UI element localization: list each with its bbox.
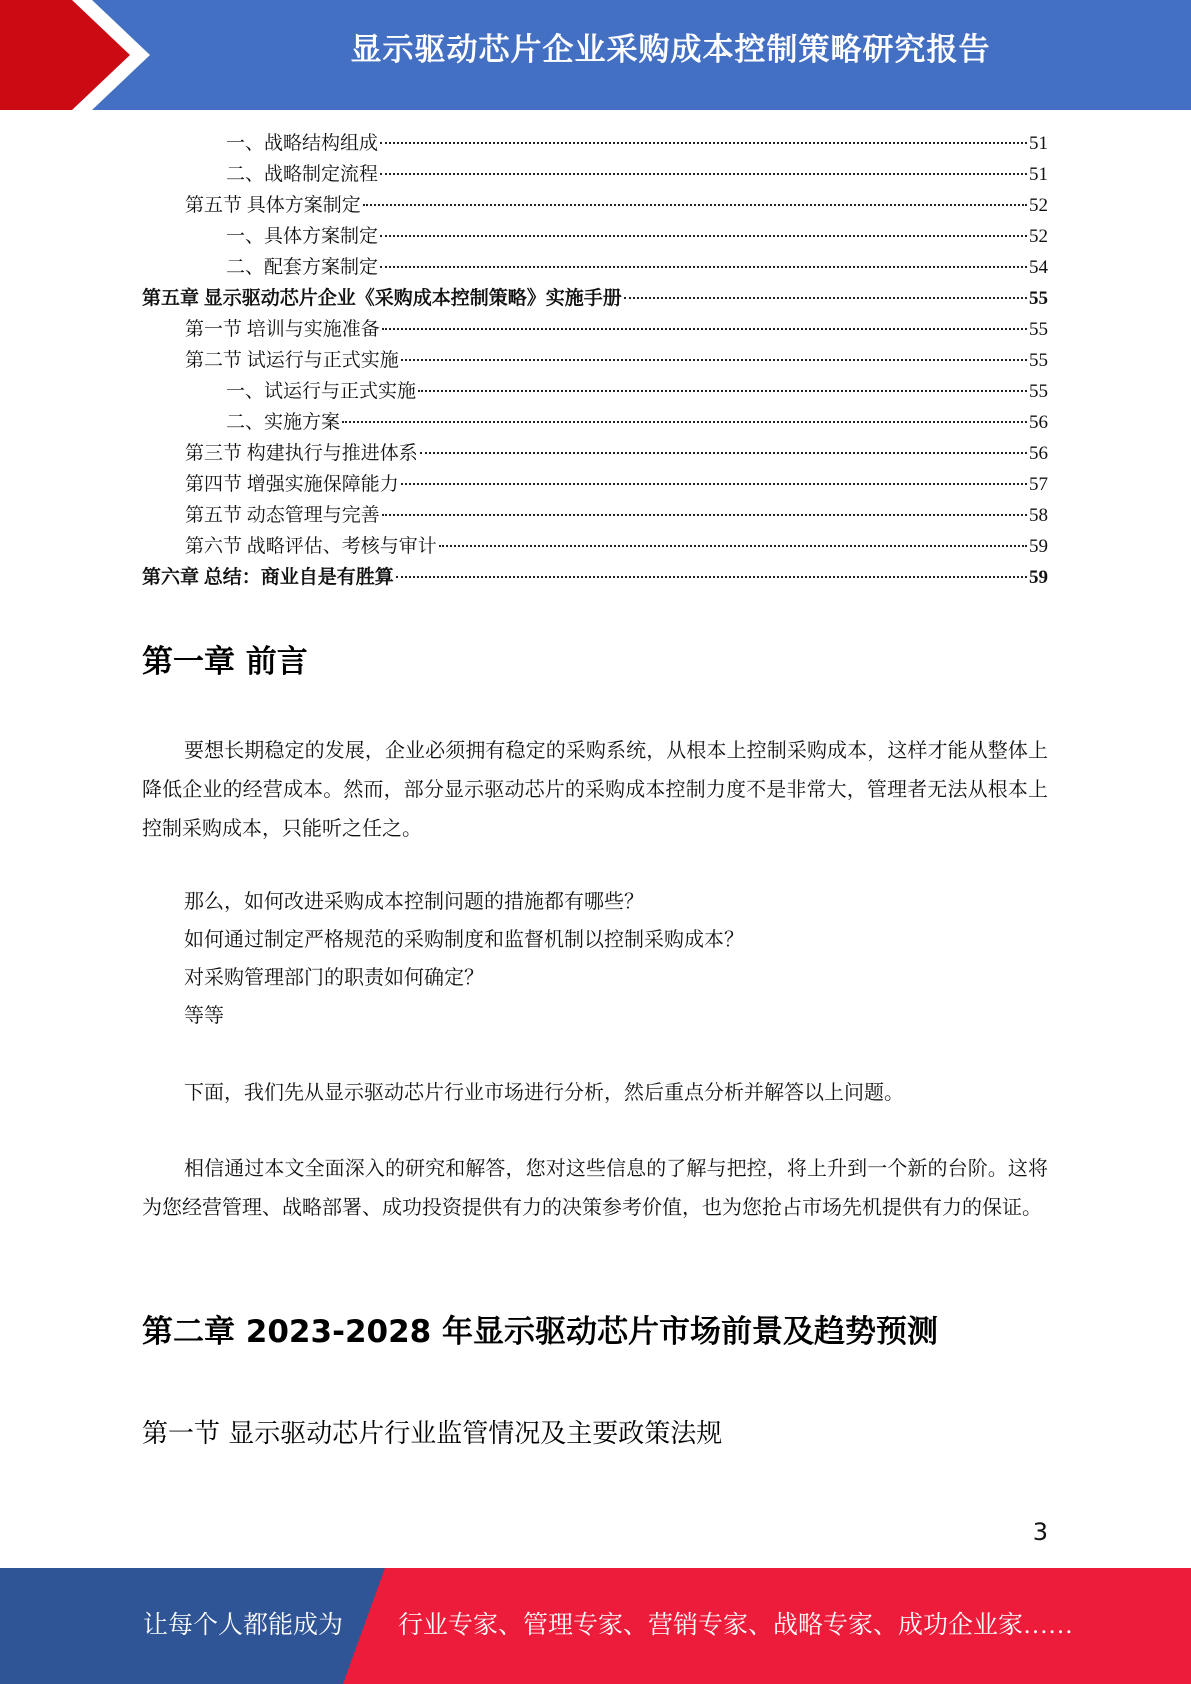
page-number: 3 xyxy=(1032,1518,1048,1546)
toc-entry-page: 57 xyxy=(1029,474,1048,495)
toc-entry-title: 一、试运行与正式实施 xyxy=(226,381,417,402)
toc-entry-title: 第四节 增强实施保障能力 xyxy=(185,474,399,495)
header-arrow-red xyxy=(0,0,130,110)
toc-entry-title: 二、实施方案 xyxy=(226,412,341,433)
toc-entry-title: 一、战略结构组成 xyxy=(226,133,379,154)
toc-dot-leader xyxy=(401,359,1027,361)
toc-entry-page: 58 xyxy=(1029,505,1048,526)
toc-dot-leader xyxy=(382,328,1027,330)
toc-dot-leader xyxy=(380,266,1027,268)
toc-dot-leader xyxy=(380,173,1027,175)
toc-entry-title: 二、战略制定流程 xyxy=(226,164,379,185)
chapter-1-paragraph-3: 相信通过本文全面深入的研究和解答，您对这些信息的了解与把控，将上升到一个新的台阶。这将为您经营管理、战略部署、成功投资提供有力的决策参考价值，也为您抢占市场先机提供有力的保证。 xyxy=(142,1158,1048,1219)
toc-entry-page: 56 xyxy=(1029,443,1048,464)
toc-entry-title: 第六章 总结：商业自是有胜算 xyxy=(142,567,394,588)
toc-entry[interactable] xyxy=(142,407,1048,438)
toc-entry-page: 52 xyxy=(1029,195,1048,216)
toc-dot-leader xyxy=(363,204,1027,206)
toc-entry-page: 56 xyxy=(1029,412,1048,433)
footer-slogan-left: 让每个人都能成为 xyxy=(143,1612,344,1639)
toc-entry-title: 二、配套方案制定 xyxy=(226,257,379,278)
toc-entry-page: 55 xyxy=(1029,319,1048,340)
toc-entry-title: 第一节 培训与实施准备 xyxy=(185,319,380,340)
toc-entry-page: 51 xyxy=(1029,164,1048,185)
toc-entry[interactable] xyxy=(142,562,1048,593)
page-header xyxy=(0,0,1191,110)
toc-entry-title: 第三节 构建执行与推进体系 xyxy=(185,443,418,464)
toc-entry[interactable] xyxy=(142,159,1048,190)
toc-dot-leader xyxy=(401,483,1027,485)
toc-dot-leader xyxy=(380,235,1027,237)
toc-dot-leader xyxy=(418,390,1027,392)
toc-entry[interactable] xyxy=(142,531,1048,562)
toc-entry-title: 第五节 动态管理与完善 xyxy=(185,505,380,526)
toc-entry-page: 52 xyxy=(1029,226,1048,247)
toc-entry[interactable] xyxy=(142,469,1048,500)
footer-slogan-right: 行业专家、管理专家、营销专家、战略专家、成功企业家…… xyxy=(398,1612,1074,1639)
chapter-1-paragraph-2: 下面，我们先从显示驱动芯片行业市场进行分析，然后重点分析并解答以上问题。 xyxy=(184,1082,904,1104)
chapter-1-paragraph-1: 要想长期稳定的发展，企业必须拥有稳定的采购系统，从根本上控制采购成本，这样才能从整体上降低企业的经营成本。然而，部分显示驱动芯片的采购成本控制力度不是非常大，管理者无法从根本上控制采购成本，只能听之任之。 xyxy=(142,740,1048,840)
toc-entry-title: 第二节 试运行与正式实施 xyxy=(185,350,399,371)
toc-dot-leader xyxy=(380,142,1027,144)
toc-entry[interactable] xyxy=(142,221,1048,252)
toc-entry-page: 55 xyxy=(1029,288,1048,309)
toc-dot-leader xyxy=(342,421,1027,423)
toc-entry-page: 59 xyxy=(1029,536,1048,557)
toc-entry-page: 55 xyxy=(1029,350,1048,371)
page-footer xyxy=(0,1568,1191,1684)
section-1-heading: 第一节 显示驱动芯片行业监管情况及主要政策法规 xyxy=(142,1419,723,1449)
toc-entry[interactable] xyxy=(142,314,1048,345)
toc-entry[interactable] xyxy=(142,128,1048,159)
toc-entry-page: 55 xyxy=(1029,381,1048,402)
toc-entry-page: 51 xyxy=(1029,133,1048,154)
toc-entry-page: 54 xyxy=(1029,257,1048,278)
toc-entry[interactable] xyxy=(142,252,1048,283)
toc-entry-title: 第六节 战略评估、考核与审计 xyxy=(185,536,437,557)
question-line-4: 等等 xyxy=(184,1005,224,1027)
toc-dot-leader xyxy=(420,452,1027,454)
toc-dot-leader xyxy=(624,297,1027,299)
toc-dot-leader xyxy=(439,545,1027,547)
chevron-arrow-icon xyxy=(0,0,150,110)
toc-entry[interactable] xyxy=(142,283,1048,314)
toc-dot-leader xyxy=(396,576,1027,578)
chapter-1-heading: 第一章 前言 xyxy=(142,644,308,680)
toc-entry[interactable] xyxy=(142,438,1048,469)
question-line-3: 对采购管理部门的职责如何确定？ xyxy=(184,967,484,989)
toc-entry[interactable] xyxy=(142,190,1048,221)
chapter-2-heading: 第二章 2023-2028 年显示驱动芯片市场前景及趋势预测 xyxy=(142,1314,939,1350)
table-of-contents xyxy=(142,128,1048,593)
toc-entry[interactable] xyxy=(142,376,1048,407)
report-title: 显示驱动芯片企业采购成本控制策略研究报告 xyxy=(350,32,991,68)
toc-entry-page: 59 xyxy=(1029,567,1048,588)
question-line-1: 那么，如何改进采购成本控制问题的措施都有哪些？ xyxy=(184,891,644,913)
question-line-2: 如何通过制定严格规范的采购制度和监督机制以控制采购成本？ xyxy=(184,929,744,951)
toc-entry-title: 第五节 具体方案制定 xyxy=(185,195,361,216)
toc-entry-title: 第五章 显示驱动芯片企业《采购成本控制策略》实施手册 xyxy=(142,288,622,309)
toc-entry[interactable] xyxy=(142,500,1048,531)
toc-entry[interactable] xyxy=(142,345,1048,376)
toc-dot-leader xyxy=(382,514,1027,516)
toc-entry-title: 一、具体方案制定 xyxy=(226,226,379,247)
